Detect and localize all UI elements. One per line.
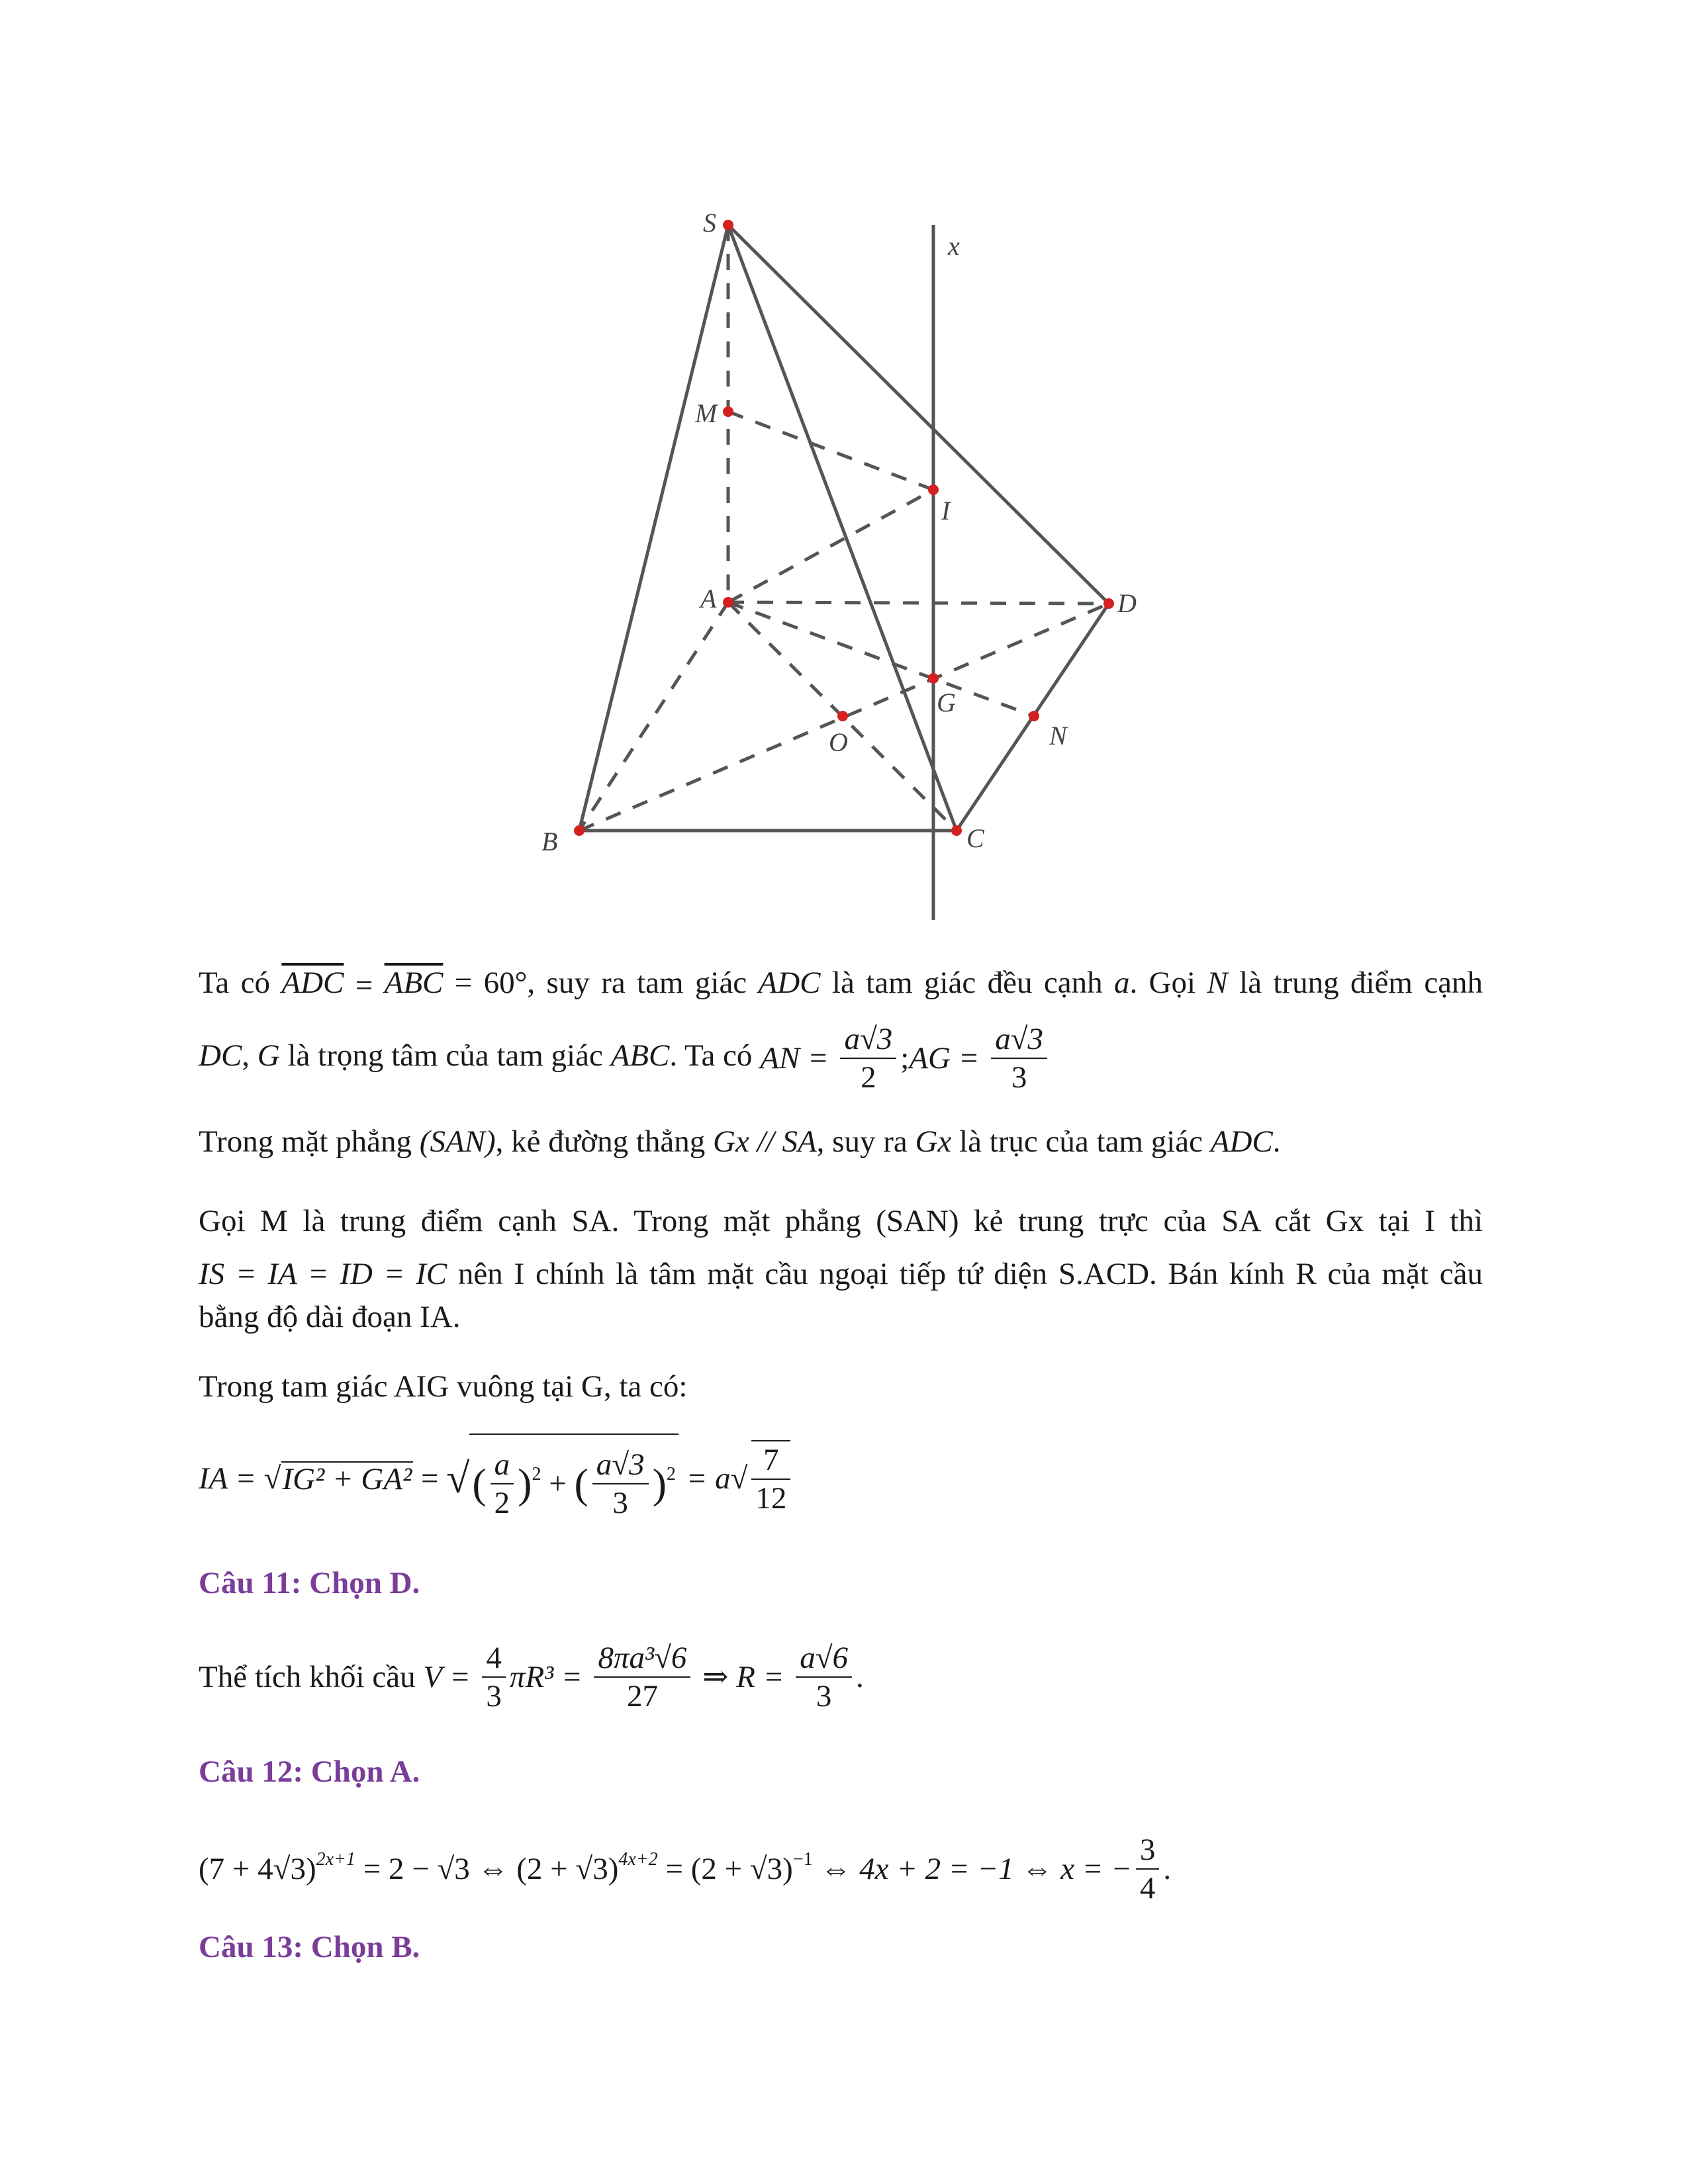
point-S [723, 220, 733, 230]
heading-cau-12: Câu 12: Chọn A. [199, 1754, 420, 1789]
fraction-an: $\frac{a√3}{2}$ [840, 1021, 896, 1096]
edge-AB [579, 602, 728, 831]
point-C [951, 825, 962, 836]
paragraph-line-3: Trong mặt phẳng (SAN), kẻ đường thẳng Gx // SA, suy ra Gx là trục của tam giác ADC. [199, 1124, 1281, 1159]
label-B: B [541, 827, 558, 856]
edge-SD [728, 225, 1109, 604]
point-D [1103, 598, 1114, 609]
geometry-figure [0, 0, 1688, 940]
paragraph-line-1: Ta có $\overline{ADC} = \overline{ABC} = 60^\circ$, suy ra tam giác ADC là tam giác đều cạnh a. Gọi N là trung điểm cạnh [199, 966, 1483, 1003]
label-C: C [966, 823, 984, 853]
paragraph-4-line-1: Gọi M là trung điểm cạnh SA. Trong mặt phẳng (SAN) kẻ trung trực của SA cắt Gx tại I thì [199, 1204, 1483, 1238]
angle-abc: $\overline{ABC}$ [384, 966, 444, 1000]
point-G [928, 673, 939, 684]
paragraph-4-line-3: bằng độ dài đoạn IA. [199, 1300, 461, 1334]
seg-AI [728, 490, 933, 602]
seg-MI [728, 412, 933, 490]
label-D: D [1117, 588, 1137, 618]
edge-SB [579, 225, 728, 831]
equation-ia: IA = √IG² + GA² = √( $\frac{a}{2}$ )$^2$ + ( $\frac{a√3}{3}$ )$^2$ = a√ $\frac{7}{12}$ [199, 1423, 794, 1529]
point-A [723, 597, 733, 608]
point-M [723, 406, 733, 417]
point-I [928, 484, 939, 495]
heading-cau-13: Câu 13: Chọn B. [199, 1930, 420, 1964]
label-I: I [941, 496, 951, 525]
angle-adc: $\overline{ADC}$ [281, 966, 344, 1000]
paragraph-6: Thể tích khối cầu V = $\frac{4}{3}$ πR³ = $\frac{\text{8πa³√6}}{27}$ ⇒ R = $\frac{a√6}{3}$ . [199, 1641, 864, 1714]
label-x: x [948, 231, 960, 261]
paragraph-5: Trong tam giác AIG vuông tại G, ta có: [199, 1369, 688, 1404]
equation-exponential: $(7 + 4√3)^{2x+1} = 2 - √3$ ⇔ $(2 + √3)^{4x+2} = (2 + √3)^{-1}$ ⇔ 4x + 2 = −1 ⇔ x = − $\frac{3}{4}$ . [199, 1832, 1172, 1905]
label-M: M [695, 398, 718, 428]
label-S: S [703, 208, 716, 238]
label-G: G [937, 688, 956, 717]
seg-AN [728, 602, 1034, 716]
label-A: A [700, 584, 717, 614]
paragraph-line-2: DC, G là trọng tâm của tam giác ABC. Ta có AN = $\frac{a√3}{2}$ ;AG = $\frac{a√3}{3}$ [199, 1013, 1051, 1101]
paragraph-4-line-2: IS = IA = ID = IC nên I chính là tâm mặt cầu ngoại tiếp tứ diện S.ACD. Bán kính R của mặt cầu [199, 1257, 1483, 1291]
label-O: O [829, 727, 848, 757]
label-N: N [1049, 721, 1067, 751]
point-O [837, 711, 848, 721]
heading-cau-11: Câu 11: Chọn D. [199, 1566, 420, 1600]
edge-AD [728, 602, 1109, 604]
point-N [1029, 711, 1039, 721]
fraction-ag: $\frac{a√3}{3}$ [991, 1021, 1047, 1096]
point-B [574, 825, 585, 836]
